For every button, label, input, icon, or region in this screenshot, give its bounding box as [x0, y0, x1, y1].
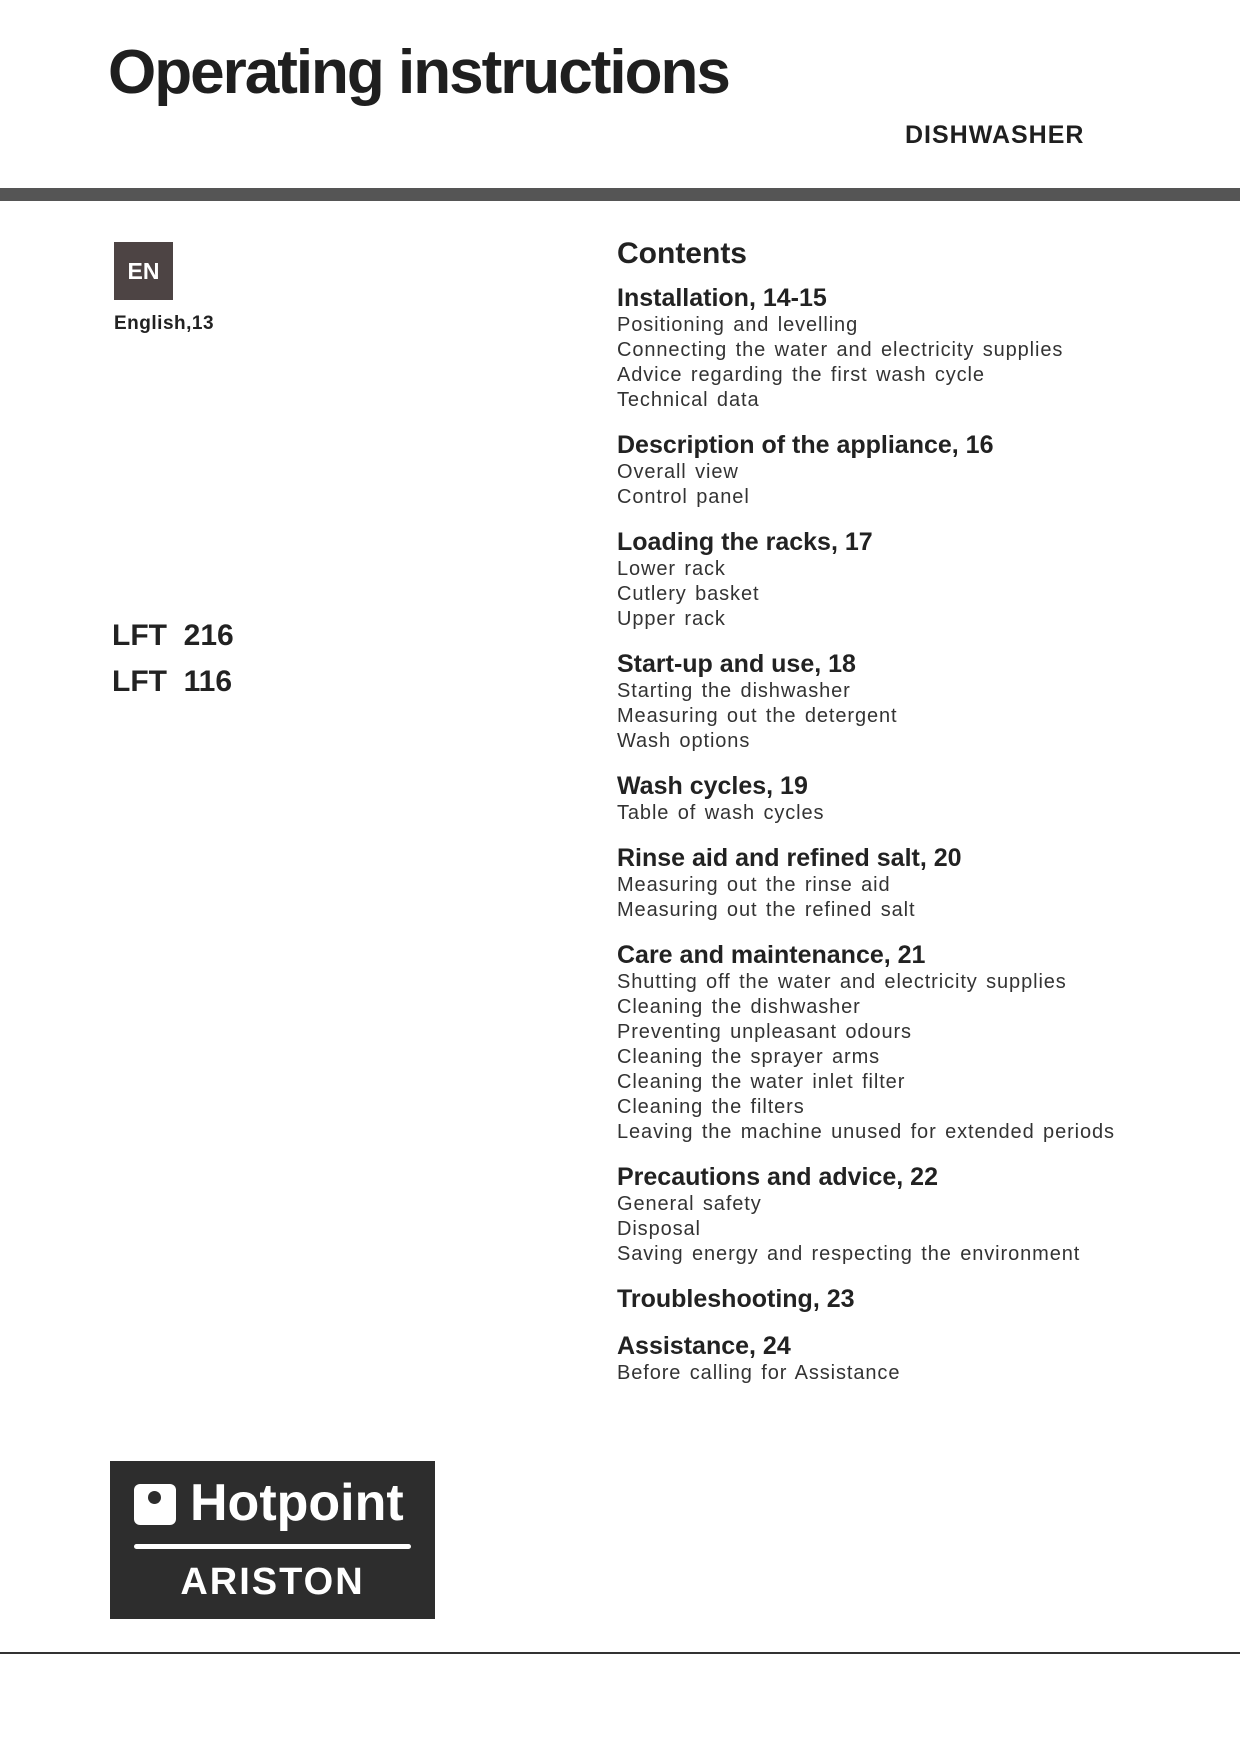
contents-section [617, 940, 1217, 1145]
contents-entry: Wash options [617, 730, 751, 752]
contents-entry: Cleaning the water inlet filter [617, 1071, 906, 1093]
document-subtitle: DISHWASHER [905, 121, 1085, 149]
model-number: LFT 216 [112, 619, 234, 652]
contents-entry: Technical data [617, 389, 760, 411]
contents-section [617, 430, 1217, 510]
contents-entry: General safety [617, 1193, 762, 1215]
brand-name: Hotpoint [190, 1474, 404, 1532]
brand-logo [110, 1461, 435, 1619]
contents-section-title: Care and maintenance, 21 [617, 941, 926, 969]
contents-entry: Saving energy and respecting the environment [617, 1243, 1081, 1265]
contents-section [617, 1331, 1217, 1386]
model-list [112, 613, 234, 705]
contents-entry: Overall view [617, 461, 739, 483]
contents-entry: Connecting the water and electricity supplies [617, 339, 1064, 361]
footer-divider [0, 1652, 1240, 1654]
language-page-reference: English,13 [114, 313, 215, 334]
contents-section [617, 771, 1217, 826]
contents-section [617, 843, 1217, 923]
contents-entry: Preventing unpleasant odours [617, 1021, 912, 1043]
contents-section-title: Troubleshooting, 23 [617, 1285, 855, 1313]
contents-section-title: Installation, 14-15 [617, 284, 827, 312]
contents-section [617, 1284, 1217, 1314]
contents-section-title: Description of the appliance, 16 [617, 431, 994, 459]
contents-entry: Shutting off the water and electricity supplies [617, 971, 1067, 993]
contents-entry: Starting the dishwasher [617, 680, 851, 702]
contents-section [617, 527, 1217, 632]
contents-entry: Cleaning the dishwasher [617, 996, 861, 1018]
contents-entry: Control panel [617, 486, 750, 508]
contents-entry: Upper rack [617, 608, 726, 630]
contents-entry: Measuring out the refined salt [617, 899, 916, 921]
contents-entry: Lower rack [617, 558, 726, 580]
brand-subname: ARISTON [180, 1561, 365, 1603]
contents-entry: Cleaning the filters [617, 1096, 805, 1118]
contents-entry: Advice regarding the first wash cycle [617, 364, 985, 386]
contents-entry: Leaving the machine unused for extended periods [617, 1121, 1115, 1143]
contents-section [617, 649, 1217, 754]
contents-heading: Contents [617, 237, 747, 270]
contents-entry: Before calling for Assistance [617, 1362, 901, 1384]
brand-divider [134, 1544, 411, 1549]
contents-entry: Cleaning the sprayer arms [617, 1046, 881, 1068]
contents-entry: Measuring out the detergent [617, 705, 898, 727]
contents-entry: Table of wash cycles [617, 802, 825, 824]
contents-section-title: Wash cycles, 19 [617, 772, 808, 800]
contents-entry: Disposal [617, 1218, 701, 1240]
contents-entry: Positioning and levelling [617, 314, 859, 336]
brand-mark-dot [148, 1491, 161, 1504]
model-number: LFT 116 [112, 665, 233, 698]
language-badge: EN [114, 242, 173, 300]
contents-section [617, 1162, 1217, 1267]
contents-section-title: Rinse aid and refined salt, 20 [617, 844, 962, 872]
contents-entry: Measuring out the rinse aid [617, 874, 891, 896]
contents-section-title: Precautions and advice, 22 [617, 1163, 938, 1191]
contents-section [617, 283, 1217, 413]
contents-entry: Cutlery basket [617, 583, 760, 605]
page-title: Operating instructions [108, 38, 729, 107]
table-of-contents [617, 232, 1217, 1403]
contents-section-title: Start-up and use, 18 [617, 650, 856, 678]
contents-section-title: Loading the racks, 17 [617, 528, 873, 556]
header-divider [0, 188, 1240, 201]
contents-section-title: Assistance, 24 [617, 1332, 791, 1360]
brand-mark-icon [134, 1484, 176, 1525]
contents-sections [617, 283, 1217, 1386]
